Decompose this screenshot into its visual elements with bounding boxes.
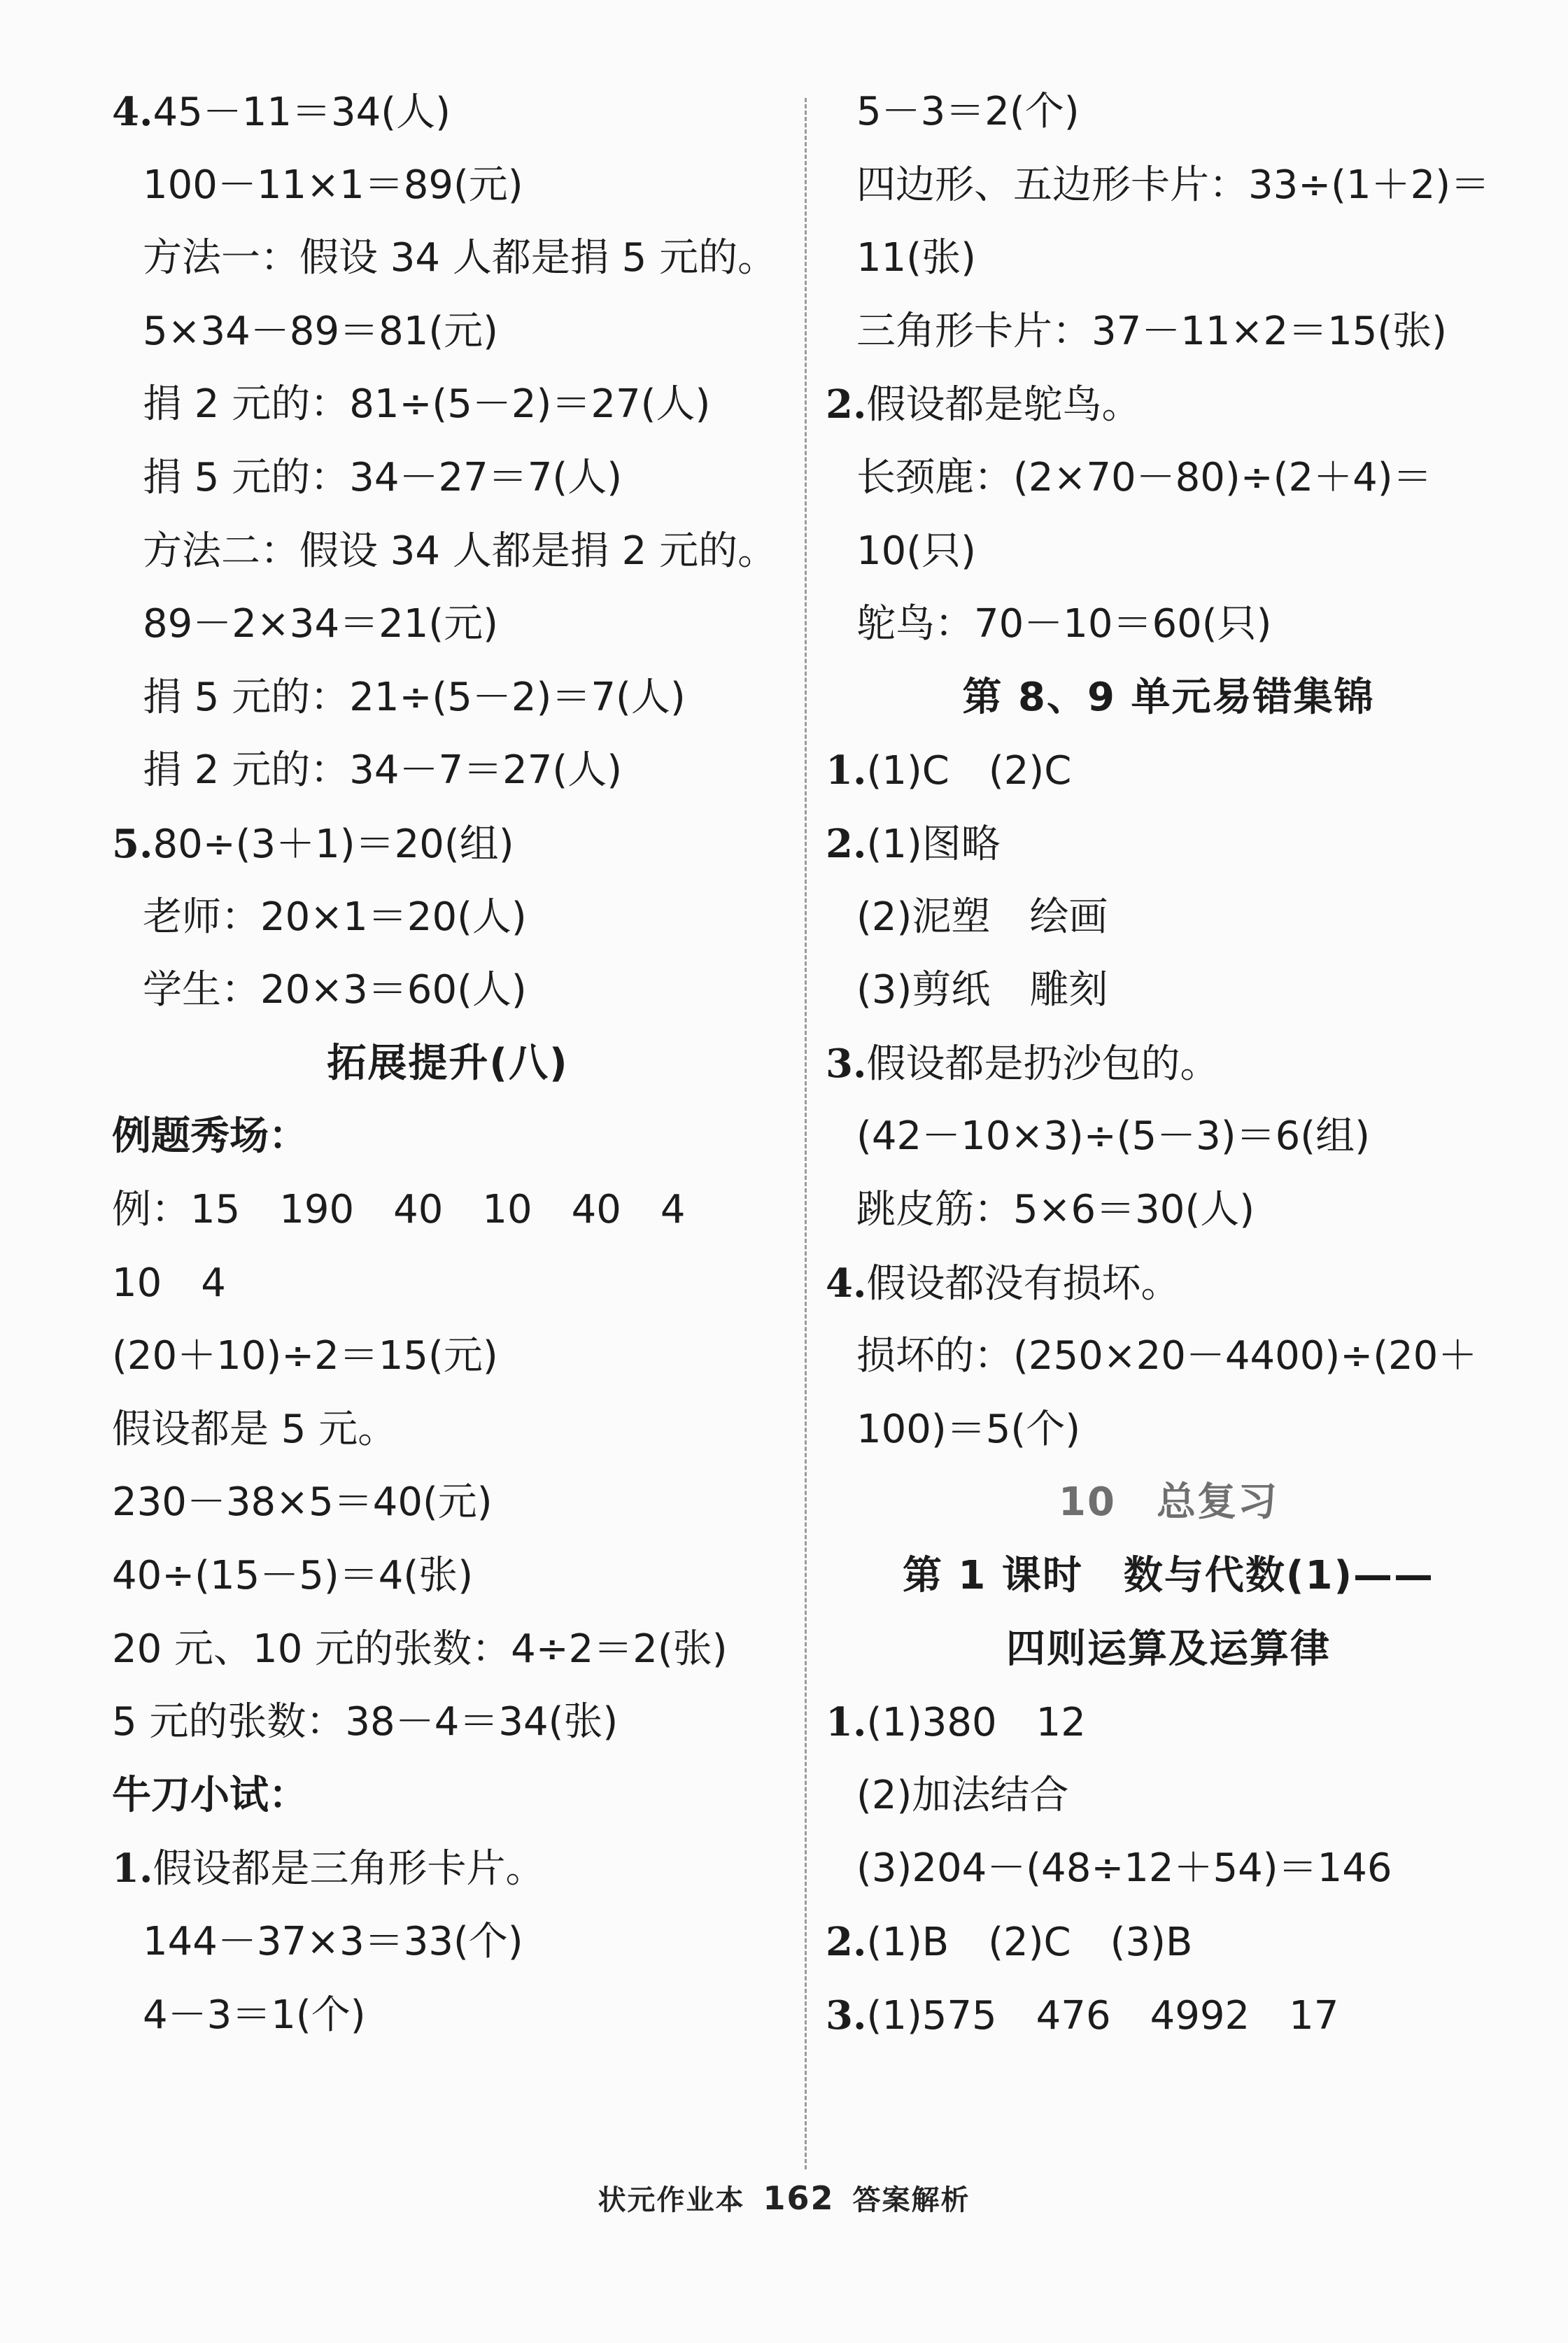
item-number: 5. bbox=[112, 821, 153, 867]
answer-line: 5×34－89＝81(元) bbox=[143, 308, 499, 354]
item-number: 2. bbox=[826, 1919, 867, 1965]
answer-line: 144－37×3＝33(个) bbox=[143, 1919, 523, 1964]
chapter-heading: 10 总复习 bbox=[1059, 1479, 1278, 1526]
item-text: (1)575 476 4992 17 bbox=[866, 1992, 1339, 2039]
answer-item bbox=[826, 1918, 1192, 1966]
answer-item bbox=[826, 1698, 1086, 1747]
answer-line: 89－2×34＝21(元) bbox=[143, 601, 499, 647]
answer-item bbox=[826, 1991, 1339, 2040]
page-number: 162 bbox=[763, 2179, 835, 2217]
item-text: 80÷(3＋1)＝20(组) bbox=[153, 822, 514, 867]
item-number: 4. bbox=[826, 1260, 867, 1307]
answer-line: 100)＝5(个) bbox=[856, 1406, 1081, 1452]
answer-line: 方法一：假设 34 人都是捐 5 元的。 bbox=[143, 235, 777, 281]
item-number: 3. bbox=[826, 1040, 867, 1087]
item-number: 2. bbox=[826, 381, 867, 428]
item-text: (1)C (2)C bbox=[866, 748, 1072, 794]
answer-line: (2)泥塑 绘画 bbox=[856, 894, 1108, 940]
answer-line: 10 4 bbox=[112, 1260, 226, 1306]
answer-line: 假设都是 5 元。 bbox=[112, 1406, 397, 1452]
answer-line: 捐 5 元的：34－27＝7(人) bbox=[143, 455, 623, 500]
section-heading: 四则运算及运算律 bbox=[1006, 1626, 1331, 1672]
answer-line: 230－38×5＝40(元) bbox=[112, 1479, 493, 1526]
answer-item bbox=[826, 1039, 1219, 1088]
item-number: 1. bbox=[826, 747, 867, 794]
answer-item bbox=[826, 746, 1071, 795]
item-number: 3. bbox=[826, 1992, 867, 2039]
answer-item bbox=[112, 819, 514, 868]
subsection-label: 牛刀小试： bbox=[112, 1772, 308, 1818]
item-text: 假设都没有损坏。 bbox=[866, 1260, 1180, 1307]
answer-line: 学生：20×3＝60(人) bbox=[143, 967, 527, 1013]
item-number: 1. bbox=[112, 1845, 153, 1892]
answer-line: 四边形、五边形卡片：33÷(1＋2)＝ bbox=[856, 162, 1490, 208]
answer-line: 方法二：假设 34 人都是捐 2 元的。 bbox=[143, 528, 777, 574]
answer-line: 100－11×1＝89(元) bbox=[143, 162, 523, 208]
answer-line: 跳皮筋：5×6＝30(人) bbox=[856, 1187, 1255, 1232]
item-text: 假设都是三角形卡片。 bbox=[153, 1846, 545, 1892]
answer-item bbox=[826, 380, 1140, 429]
answer-item bbox=[826, 1259, 1180, 1308]
answer-line: 老师：20×1＝20(人) bbox=[143, 894, 527, 940]
answer-line: 捐 5 元的：21÷(5－2)＝7(人) bbox=[143, 674, 686, 720]
item-number: 4. bbox=[112, 89, 153, 135]
item-text: 假设都是鸵鸟。 bbox=[866, 382, 1141, 428]
item-text: 假设都是扔沙包的。 bbox=[866, 1041, 1220, 1087]
section-heading: 第 8、9 单元易错集锦 bbox=[962, 674, 1375, 720]
answer-line: (20＋10)÷2＝15(元) bbox=[112, 1333, 498, 1379]
answer-line: (42－10×3)÷(5－3)＝6(组) bbox=[856, 1113, 1370, 1160]
answer-item bbox=[112, 87, 451, 136]
answer-line: 捐 2 元的：81÷(5－2)＝27(人) bbox=[143, 381, 711, 428]
answer-line: 损坏的：(250×20－4400)÷(20＋ bbox=[856, 1333, 1478, 1379]
item-text: (1)380 12 bbox=[866, 1700, 1086, 1746]
footer-section-label: 答案解析 bbox=[852, 2184, 970, 2216]
answer-line: 4－3＝1(个) bbox=[143, 1992, 366, 2038]
page-footer bbox=[0, 2178, 1568, 2218]
subsection-label: 例题秀场： bbox=[112, 1113, 308, 1160]
footer-book-title: 状元作业本 bbox=[598, 2184, 745, 2216]
answer-line: (3)剪纸 雕刻 bbox=[856, 967, 1108, 1013]
answer-line: 例：15 190 40 10 40 4 bbox=[112, 1187, 686, 1232]
answer-line: 长颈鹿：(2×70－80)÷(2＋4)＝ bbox=[856, 455, 1432, 500]
item-text: 45－11＝34(人) bbox=[153, 90, 451, 135]
answer-line: (2)加法结合 bbox=[856, 1772, 1069, 1818]
answer-line: 鸵鸟：70－10＝60(只) bbox=[856, 601, 1272, 647]
answer-item bbox=[112, 1844, 544, 1893]
answer-line: 11(张) bbox=[856, 235, 976, 281]
answer-line: 40÷(15－5)＝4(张) bbox=[112, 1553, 474, 1598]
item-text: (1)B (2)C (3)B bbox=[866, 1920, 1193, 1965]
answer-line: 20 元、10 元的张数：4÷2＝2(张) bbox=[112, 1626, 728, 1672]
answer-line: 5－3＝2(个) bbox=[856, 89, 1080, 134]
answer-line: 捐 2 元的：34－7＝27(人) bbox=[143, 747, 623, 794]
answer-line: (3)204－(48÷12＋54)＝146 bbox=[856, 1845, 1392, 1892]
answer-line: 三角形卡片：37－11×2＝15(张) bbox=[856, 308, 1448, 354]
section-heading: 第 1 课时 数与代数(1)—— bbox=[902, 1553, 1435, 1598]
answer-line: 5 元的张数：38－4＝34(张) bbox=[112, 1699, 619, 1745]
item-text: (1)图略 bbox=[866, 822, 1001, 867]
item-number: 2. bbox=[826, 821, 867, 867]
item-number: 1. bbox=[826, 1699, 867, 1746]
column-divider bbox=[805, 98, 807, 2169]
answer-item bbox=[826, 819, 1001, 868]
section-heading: 拓展提升(八) bbox=[327, 1040, 569, 1086]
answer-line: 10(只) bbox=[856, 528, 976, 574]
